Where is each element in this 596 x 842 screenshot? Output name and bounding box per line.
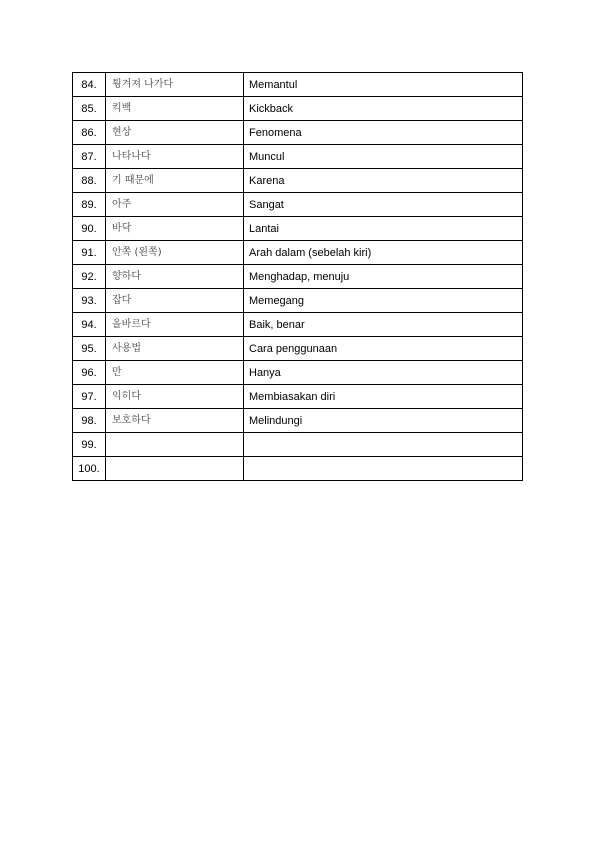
table-row <box>73 241 523 265</box>
korean-word: 향하다 <box>106 265 244 289</box>
row-number: 98. <box>73 409 106 433</box>
korean-word: 튕겨져 나가다 <box>106 73 244 97</box>
indonesian-translation <box>244 457 523 481</box>
indonesian-translation: Kickback <box>244 97 523 121</box>
table-row <box>73 73 523 97</box>
table-row <box>73 361 523 385</box>
indonesian-translation: Fenomena <box>244 121 523 145</box>
indonesian-translation: Baik, benar <box>244 313 523 337</box>
indonesian-translation: Karena <box>244 169 523 193</box>
table-row <box>73 193 523 217</box>
korean-word <box>106 457 244 481</box>
indonesian-translation: Melindungi <box>244 409 523 433</box>
row-number: 84. <box>73 73 106 97</box>
table-row <box>73 313 523 337</box>
indonesian-translation: Cara penggunaan <box>244 337 523 361</box>
row-number: 87. <box>73 145 106 169</box>
table-row <box>73 337 523 361</box>
table-row <box>73 265 523 289</box>
table-row <box>73 289 523 313</box>
row-number: 85. <box>73 97 106 121</box>
row-number: 100. <box>73 457 106 481</box>
vocabulary-table <box>72 72 523 481</box>
korean-word: 기 때문에 <box>106 169 244 193</box>
korean-word: 아주 <box>106 193 244 217</box>
korean-word: 바닥 <box>106 217 244 241</box>
indonesian-translation: Arah dalam (sebelah kiri) <box>244 241 523 265</box>
table-row <box>73 457 523 481</box>
row-number: 99. <box>73 433 106 457</box>
korean-word: 만 <box>106 361 244 385</box>
korean-word: 나타나다 <box>106 145 244 169</box>
korean-word: 사용법 <box>106 337 244 361</box>
indonesian-translation: Membiasakan diri <box>244 385 523 409</box>
korean-word: 현상 <box>106 121 244 145</box>
row-number: 89. <box>73 193 106 217</box>
table-row <box>73 385 523 409</box>
korean-word <box>106 433 244 457</box>
indonesian-translation: Menghadap, menuju <box>244 265 523 289</box>
table-row <box>73 97 523 121</box>
indonesian-translation <box>244 433 523 457</box>
row-number: 90. <box>73 217 106 241</box>
row-number: 95. <box>73 337 106 361</box>
indonesian-translation: Sangat <box>244 193 523 217</box>
korean-word: 안쪽 (왼쪽) <box>106 241 244 265</box>
table-row <box>73 433 523 457</box>
korean-word: 익히다 <box>106 385 244 409</box>
korean-word: 잡다 <box>106 289 244 313</box>
korean-word: 보호하다 <box>106 409 244 433</box>
table-row <box>73 409 523 433</box>
table-row <box>73 217 523 241</box>
indonesian-translation: Lantai <box>244 217 523 241</box>
korean-word: 올바르다 <box>106 313 244 337</box>
indonesian-translation: Hanya <box>244 361 523 385</box>
row-number: 96. <box>73 361 106 385</box>
row-number: 97. <box>73 385 106 409</box>
indonesian-translation: Muncul <box>244 145 523 169</box>
row-number: 91. <box>73 241 106 265</box>
row-number: 92. <box>73 265 106 289</box>
table-row <box>73 145 523 169</box>
row-number: 94. <box>73 313 106 337</box>
table-row <box>73 169 523 193</box>
indonesian-translation: Memegang <box>244 289 523 313</box>
table-row <box>73 121 523 145</box>
row-number: 88. <box>73 169 106 193</box>
indonesian-translation: Memantul <box>244 73 523 97</box>
korean-word: 킥백 <box>106 97 244 121</box>
row-number: 93. <box>73 289 106 313</box>
row-number: 86. <box>73 121 106 145</box>
